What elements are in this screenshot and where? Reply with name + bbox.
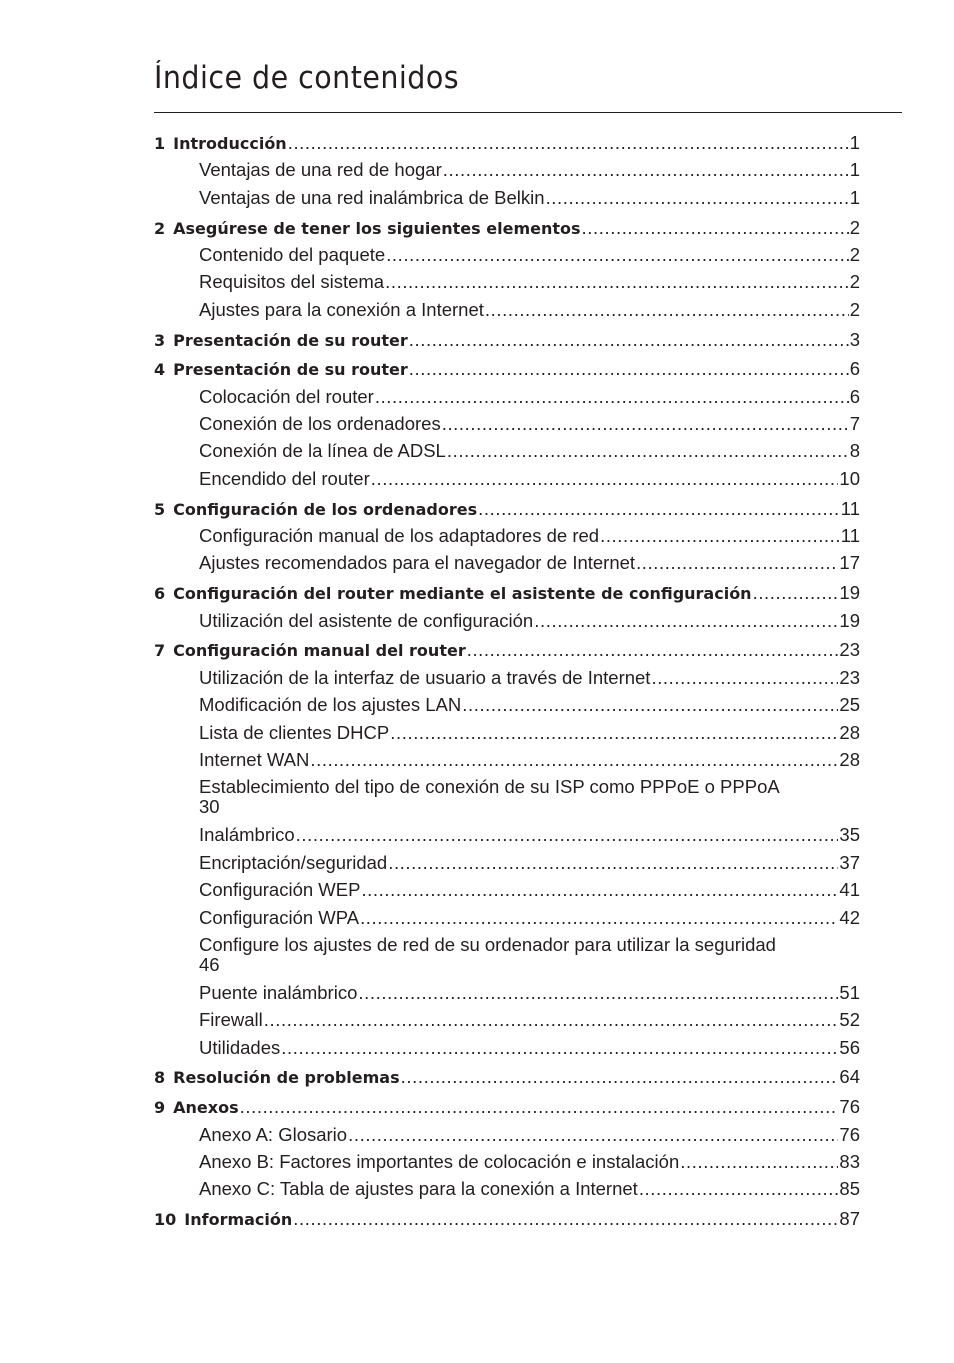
page-title: Índice de contenidos bbox=[154, 60, 460, 96]
dot-leader bbox=[385, 268, 849, 295]
dot-leader bbox=[409, 355, 849, 382]
toc-chapter-number: 8 bbox=[154, 1068, 166, 1088]
toc-entry-wrapped[interactable] bbox=[154, 931, 860, 979]
toc-section[interactable] bbox=[154, 156, 860, 183]
toc-section[interactable] bbox=[154, 1148, 860, 1175]
dot-leader bbox=[467, 636, 839, 663]
dot-leader bbox=[310, 746, 838, 773]
toc-entry-label: Establecimiento del tipo de conexión de su ISP como PPPoE o PPPoA bbox=[199, 776, 780, 798]
dot-leader bbox=[534, 607, 838, 634]
toc-entry-label: Presentación de su router bbox=[173, 330, 408, 350]
toc-section[interactable] bbox=[154, 383, 860, 410]
toc-page-number: 7 bbox=[849, 413, 860, 435]
toc-entry-label: Utilización del asistente de configuración bbox=[199, 609, 534, 631]
toc-entry-label: Firewall bbox=[199, 1009, 263, 1031]
toc-page-number: 42 bbox=[839, 906, 860, 928]
dot-leader bbox=[371, 465, 839, 492]
dot-leader bbox=[348, 1121, 838, 1148]
toc-page-number: 11 bbox=[840, 525, 860, 547]
toc-entry-label: Ventajas de una red inalámbrica de Belkin bbox=[199, 186, 545, 208]
toc-chapter-number: 2 bbox=[154, 218, 166, 238]
toc-section[interactable] bbox=[154, 549, 860, 576]
toc-entry-label: Configuración manual de los adaptadores de red bbox=[199, 525, 600, 547]
toc-chapter-number: 5 bbox=[154, 499, 166, 519]
toc-page-number: 35 bbox=[839, 824, 860, 846]
dot-leader bbox=[478, 495, 840, 522]
toc-page-number: 2 bbox=[849, 271, 860, 293]
toc-section[interactable] bbox=[154, 849, 860, 876]
toc-chapter[interactable] bbox=[154, 495, 860, 522]
toc-page-number: 11 bbox=[840, 497, 860, 519]
toc-page-number: 37 bbox=[839, 851, 860, 873]
dot-leader bbox=[462, 691, 838, 718]
dot-leader bbox=[485, 296, 849, 323]
toc-page-number: 8 bbox=[849, 440, 860, 462]
toc-entry-label: Anexos bbox=[173, 1098, 239, 1118]
dot-leader bbox=[401, 1063, 839, 1090]
dot-leader bbox=[651, 664, 838, 691]
toc-page-number: 19 bbox=[839, 582, 860, 604]
toc-section[interactable] bbox=[154, 746, 860, 773]
toc-chapter[interactable] bbox=[154, 355, 860, 382]
toc-section[interactable] bbox=[154, 465, 860, 492]
toc-entry-label: Ajustes para la conexión a Internet bbox=[199, 298, 484, 320]
toc-section[interactable] bbox=[154, 410, 860, 437]
toc-entry-label: Requisitos del sistema bbox=[199, 271, 385, 293]
toc-page-number: 85 bbox=[839, 1178, 860, 1200]
dot-leader bbox=[360, 904, 838, 931]
toc-page-number: 23 bbox=[839, 666, 860, 688]
toc-entry-label: Información bbox=[184, 1210, 293, 1230]
toc-page-number: 83 bbox=[839, 1151, 860, 1173]
toc-page-number: 19 bbox=[839, 609, 860, 631]
toc-section[interactable] bbox=[154, 691, 860, 718]
toc-chapter-number: 3 bbox=[154, 330, 166, 350]
toc-section[interactable] bbox=[154, 664, 860, 691]
toc-page-number: 64 bbox=[839, 1066, 860, 1088]
toc-entry-label: Conexión de la línea de ADSL bbox=[199, 440, 446, 462]
toc-entry-label: Configuración WEP bbox=[199, 879, 361, 901]
toc-chapter[interactable] bbox=[154, 636, 860, 663]
toc-section[interactable] bbox=[154, 1175, 860, 1202]
toc-chapter[interactable] bbox=[154, 326, 860, 353]
toc-entry-label: Anexo B: Factores importantes de colocación e instalación bbox=[199, 1151, 680, 1173]
toc-entry-label: Configure los ajustes de red de su ordenador para utilizar la seguridad bbox=[199, 933, 776, 955]
toc-entry-label: Resolución de problemas bbox=[173, 1068, 400, 1088]
dot-leader bbox=[390, 719, 838, 746]
toc-section[interactable] bbox=[154, 296, 860, 323]
toc-chapter[interactable] bbox=[154, 1063, 860, 1090]
toc-chapter[interactable] bbox=[154, 214, 860, 241]
toc-page-number: 1 bbox=[849, 186, 860, 208]
toc-entry-label: Anexo C: Tabla de ajustes para la conexión a Internet bbox=[199, 1178, 638, 1200]
toc-page-number: 6 bbox=[849, 358, 860, 380]
toc-chapter[interactable] bbox=[154, 129, 860, 156]
toc-entry-label: Inalámbrico bbox=[199, 824, 295, 846]
toc-page-number: 1 bbox=[849, 159, 860, 181]
dot-leader bbox=[296, 821, 839, 848]
toc-entry-label: Configuración manual del router bbox=[173, 641, 466, 661]
dot-leader bbox=[546, 184, 849, 211]
toc-entry-label: Puente inalámbrico bbox=[199, 981, 358, 1003]
dot-leader bbox=[361, 876, 838, 903]
toc-entry-wrapped[interactable] bbox=[154, 773, 860, 821]
toc-page-number: 2 bbox=[849, 243, 860, 265]
toc-page-number: 28 bbox=[839, 748, 860, 770]
toc-chapter[interactable] bbox=[154, 1093, 860, 1120]
toc-page-number: 76 bbox=[839, 1123, 860, 1145]
toc-chapter-number: 1 bbox=[154, 134, 166, 153]
toc-entry-label: Configuración WPA bbox=[199, 906, 360, 928]
toc-section[interactable] bbox=[154, 1121, 860, 1148]
toc-section[interactable] bbox=[154, 437, 860, 464]
dot-leader bbox=[582, 214, 849, 241]
toc-page-number: 56 bbox=[839, 1036, 860, 1058]
table-of-contents bbox=[154, 129, 860, 1233]
toc-entry-label: Contenido del paquete bbox=[199, 243, 386, 265]
toc-section[interactable] bbox=[154, 979, 860, 1006]
dot-leader bbox=[753, 579, 839, 606]
toc-page-number: 17 bbox=[839, 552, 860, 574]
toc-entry-label: Encendido del router bbox=[199, 467, 370, 489]
dot-leader bbox=[264, 1006, 839, 1033]
toc-entry-label: Ventajas de una red de hogar bbox=[199, 159, 442, 181]
toc-entry-label: Modificación de los ajustes LAN bbox=[199, 694, 462, 716]
toc-entry-label: Colocación del router bbox=[199, 385, 374, 407]
toc-chapter[interactable] bbox=[154, 1205, 860, 1232]
toc-page-number: 3 bbox=[849, 328, 860, 350]
dot-leader bbox=[680, 1148, 838, 1175]
toc-page-number: 51 bbox=[839, 981, 860, 1003]
toc-page-number: 6 bbox=[849, 385, 860, 407]
toc-section[interactable] bbox=[154, 1006, 860, 1033]
dot-leader bbox=[288, 129, 849, 156]
dot-leader bbox=[443, 156, 849, 183]
toc-entry-label: Configuración de los ordenadores bbox=[173, 499, 478, 519]
toc-chapter[interactable] bbox=[154, 579, 860, 606]
toc-entry-label: Utilidades bbox=[199, 1036, 281, 1058]
toc-page-number: 25 bbox=[839, 694, 860, 716]
toc-section[interactable] bbox=[154, 268, 860, 295]
toc-page-number: 10 bbox=[839, 467, 860, 489]
dot-leader bbox=[442, 410, 849, 437]
toc-page-number: 30 bbox=[199, 796, 220, 818]
toc-page-number: 52 bbox=[839, 1009, 860, 1031]
toc-page-number: 28 bbox=[839, 721, 860, 743]
toc-page-number: 23 bbox=[839, 639, 860, 661]
toc-entry-label: Anexo A: Glosario bbox=[199, 1123, 348, 1145]
toc-section[interactable] bbox=[154, 184, 860, 211]
dot-leader bbox=[358, 979, 838, 1006]
toc-chapter-number: 7 bbox=[154, 641, 166, 661]
toc-page-number: 1 bbox=[849, 132, 860, 153]
toc-entry-label: Utilización de la interfaz de usuario a través de Internet bbox=[199, 666, 651, 688]
toc-page-number: 2 bbox=[849, 216, 860, 238]
dot-leader bbox=[409, 326, 849, 353]
toc-entry-label: Lista de clientes DHCP bbox=[199, 721, 390, 743]
toc-section[interactable] bbox=[154, 522, 860, 549]
dot-leader bbox=[386, 241, 849, 268]
toc-chapter-number: 4 bbox=[154, 360, 166, 380]
toc-entry-label: Conexión de los ordenadores bbox=[199, 413, 441, 435]
toc-section[interactable] bbox=[154, 719, 860, 746]
toc-entry-label: Introducción bbox=[173, 134, 287, 153]
toc-entry-label: Asegúrese de tener los siguientes elementos bbox=[173, 218, 581, 238]
toc-chapter-number: 9 bbox=[154, 1098, 166, 1118]
dot-leader bbox=[240, 1093, 839, 1120]
dot-leader bbox=[636, 549, 838, 576]
toc-page-number: 2 bbox=[849, 298, 860, 320]
dot-leader bbox=[600, 522, 840, 549]
toc-entry-label: Configuración del router mediante el asistente de configuración bbox=[173, 584, 752, 604]
dot-leader bbox=[388, 849, 838, 876]
toc-page-number: 41 bbox=[839, 879, 860, 901]
toc-section[interactable] bbox=[154, 241, 860, 268]
toc-section[interactable] bbox=[154, 607, 860, 634]
dot-leader bbox=[281, 1034, 838, 1061]
toc-chapter-number: 10 bbox=[154, 1210, 177, 1230]
toc-entry-label: Internet WAN bbox=[199, 748, 310, 770]
toc-section[interactable] bbox=[154, 904, 860, 931]
toc-section[interactable] bbox=[154, 821, 860, 848]
title-divider bbox=[154, 112, 902, 113]
dot-leader bbox=[375, 383, 849, 410]
toc-page-number: 76 bbox=[839, 1096, 860, 1118]
dot-leader bbox=[293, 1205, 838, 1232]
toc-page-number: 87 bbox=[839, 1208, 860, 1230]
dot-leader bbox=[639, 1175, 839, 1202]
toc-entry-label: Encriptación/seguridad bbox=[199, 851, 388, 873]
dot-leader bbox=[447, 437, 849, 464]
toc-chapter-number: 6 bbox=[154, 584, 166, 604]
toc-page-number: 46 bbox=[199, 953, 220, 975]
toc-entry-label: Ajustes recomendados para el navegador de Internet bbox=[199, 552, 636, 574]
toc-section[interactable] bbox=[154, 876, 860, 903]
toc-entry-label: Presentación de su router bbox=[173, 360, 408, 380]
toc-section[interactable] bbox=[154, 1034, 860, 1061]
